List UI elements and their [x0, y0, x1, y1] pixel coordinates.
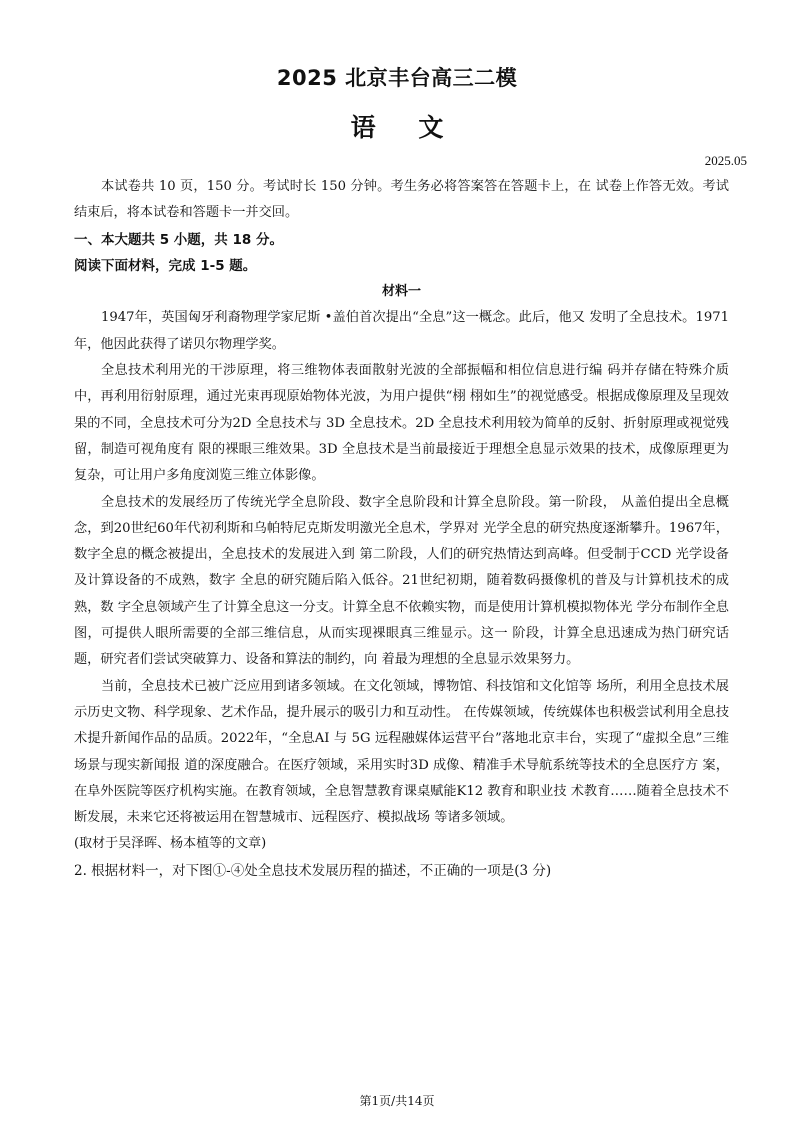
- question-2: 2. 根据材料一，对下图①-④处全息技术发展历程的描述，不正确的一项是(3 分): [74, 862, 552, 879]
- section-heading: 一、本大题共 5 小题，共 18 分。: [74, 231, 283, 248]
- material-paragraph: 当前，全息技术已被广泛应用到诸多领域。在文化领域，博物馆、科技馆和文化馆等 场所，利用全息技术展示历史文物、科学现象、艺术作品，提升展示的吸引力和互动性。 在传媒领域，传统媒体也积极尝试利用全息技术提升新闻作品的品质。2022年，“全息AI 与 5G 远程融媒体运营平台”落地北京丰台，实现了“虚拟全息”三维场景与现实新闻报 道的深度融合。在医疗领域，采用实时3D 成像、精准手术导航系统等技术的全息医疗方 案，在阜外医院等医疗机构实施。在教育领域，全息智慧教育课桌赋能K12 教育和职业技 术教育……随着全息技术不断发展，未来它还将被运用在智慧城市、远程医疗、模拟战场 等诸多领域。: [74, 678, 729, 826]
- material-source: (取材于吴泽晖、杨本植等的文章): [74, 836, 267, 852]
- subject-title: 语 文: [350, 113, 444, 142]
- material-paragraph: 1947年，英国匈牙利裔物理学家尼斯 •盖伯首次提出“全息”这一概念。此后，他又 发明了全息技术。1971年，他因此获得了诺贝尔物理学奖。: [74, 310, 729, 352]
- reading-prompt: 阅读下面材料，完成 1-5 题。: [74, 257, 257, 274]
- instructions: 本试卷共 10 页，150 分。考试时长 150 分钟。考生务必将答案答在答题卡上，在 试卷上作答无效。考试结束后，将本试卷和答题卡一并交回。: [74, 179, 729, 221]
- material-paragraph: 全息技术的发展经历了传统光学全息阶段、数字全息阶段和计算全息阶段。第一阶段， 从盖伯提出全息概念，到20世纪60年代初利斯和乌帕特尼克斯发明激光全息术，学界对 光学全息的研究热度逐渐攀升。1967年，数字全息的概念被提出，全息技术的发展进入到 第二阶段，人们的研究热情达到高峰。但受制于CCD 光学设备及计算设备的不成熟，数字 全息的研究随后陷入低谷。21世纪初期，随着数码摄像机的普及与计算机技术的成熟，数 字全息领域产生了计算全息这一分支。计算全息不依赖实物，而是使用计算机模拟物体光 学分布制作全息图，可提供人眼所需要的全部三维信息，从而实现裸眼真三维显示。这一 阶段，计算全息迅速成为热门研究话题，研究者们尝试突破算力、设备和算法的制约，向 着最为理想的全息显示效果努力。: [74, 494, 729, 668]
- page-number: 第1页/共14页: [359, 1094, 435, 1108]
- material-title: 材料一: [381, 284, 421, 300]
- exam-date: 2025.05: [704, 153, 747, 168]
- exam-title: 2025 北京丰台高三二模: [276, 66, 518, 90]
- material-paragraph: 全息技术利用光的干涉原理，将三维物体表面散射光波的全部振幅和相位信息进行编 码并存储在特殊介质中，再利用衍射原理，通过光束再现原始物体光波，为用户提供“栩 栩如生”的视觉感受。根据成像原理及呈现效果的不同，全息技术可分为2D 全息技术与 3D 全息技术。2D 全息技术利用较为简单的反射、折射原理或视觉残留，制造可视角度有 限的裸眼三维效果。3D 全息技术是当前最接近于理想全息显示效果的技术，成像原理更为 复杂，可让用户多角度浏览三维立体影像。: [74, 363, 729, 484]
- exam-content: [74, 174, 729, 884]
